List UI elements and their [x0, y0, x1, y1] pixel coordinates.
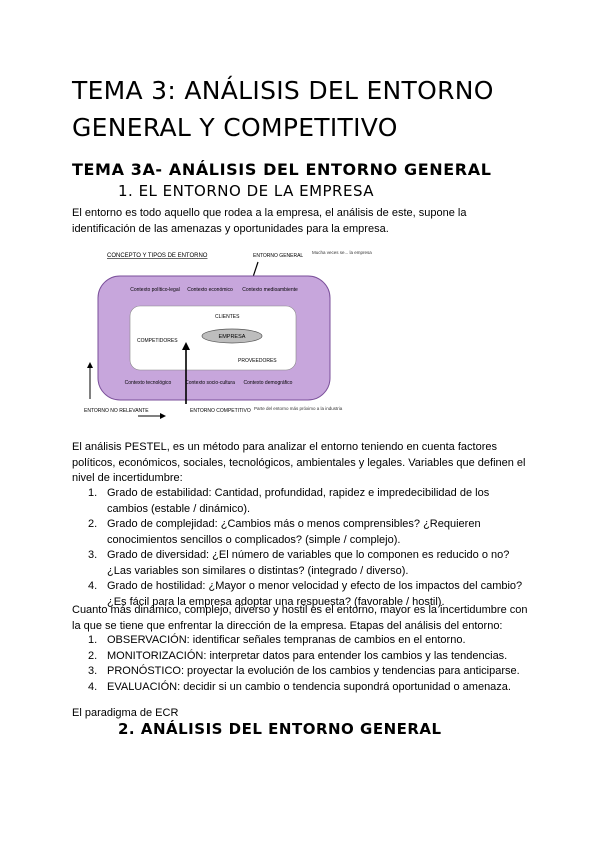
page-title: TEMA 3: ANÁLISIS DEL ENTORNO GENERAL Y COMPETITIVO: [72, 76, 494, 142]
outer-top-1: Contexto económico: [187, 287, 233, 293]
diagram-title: CONCEPTO Y TIPOS DE ENTORNO: [107, 253, 208, 259]
outer-bottom-0: Contexto tecnológico: [124, 380, 172, 386]
outer-bottom-2: Contexto demográfico: [243, 380, 293, 386]
diagram-entorno-general-label: ENTORNO GENERAL: [253, 253, 304, 259]
clientes-label: CLIENTES: [215, 314, 240, 320]
intro-paragraph: El entorno es todo aquello que rodea a la empresa, el análisis de este, supone la identificación de las amenazas y oportunidades para la empresa.: [72, 207, 467, 235]
subsection-heading: 1. EL ENTORNO DE LA EMPRESA: [118, 182, 375, 200]
outer-top-0: Contexto político-legal: [130, 287, 180, 293]
list-item: 4. EVALUACIÓN: decidir si un cambio o tendencia supondrá oportunidad o amenaza.: [88, 680, 511, 693]
diagram-top-note: Mucha veces se... la empresa: [312, 250, 372, 255]
environment-diagram: [80, 244, 372, 436]
paradigm-line: El paradigma de ECR: [72, 707, 179, 719]
outer-bottom-1: Contexto socio-cultura: [185, 380, 235, 386]
list-item: 1. Grado de estabilidad: Cantidad, profundidad, rapidez e impredecibilidad de los cambios (estable / dinámico).: [88, 487, 490, 515]
analysis-stages-list: [72, 633, 532, 695]
dynamics-paragraph: Cuanto más dinámico, complejo, diverso y hostil es el entorno, mayor es la incertidumbre con la que se tiene que enfrentar la dirección de la empresa. Etapas del análisis del entorno:: [72, 604, 528, 632]
uncertainty-variables-list: [72, 486, 532, 610]
subsection-heading-2: 2. ANÁLISIS DEL ENTORNO GENERAL: [118, 720, 442, 738]
list-item: 4. Grado de hostilidad: ¿Mayor o menor velocidad y efecto de los impactos del cambio? ¿Es fácil para la empresa adoptar una respuesta? (favorable / hostil).: [88, 580, 523, 608]
outer-top-2: Contexto medioambiente: [242, 287, 298, 293]
proveedores-label: PROVEEDORES: [238, 358, 277, 364]
competidores-label: COMPETIDORES: [137, 338, 178, 344]
empresa-label: EMPRESA: [218, 334, 246, 340]
entorno-competitivo-label: ENTORNO COMPETITIVO: [190, 408, 251, 414]
entorno-no-relevante-label: ENTORNO NO RELEVANTE: [84, 408, 149, 414]
list-item: 1. OBSERVACIÓN: identificar señales tempranas de cambios en el entorno.: [88, 634, 466, 646]
list-item: 2. MONITORIZACIÓN: interpretar datos para entender los cambios y las tendencias.: [88, 649, 508, 662]
list-item: 3. Grado de diversidad: ¿El número de variables que lo componen es reducido o no? ¿Las variables son similares o distintas? (integrado / diverso).: [88, 549, 510, 577]
diagram-bottom-note: Parte del entorno más próximo a la industria: [254, 406, 343, 411]
list-item: 3. PRONÓSTICO: proyectar la evolución de los cambios y tendencias para anticiparse.: [88, 665, 520, 677]
pestel-paragraph: El análisis PESTEL, es un método para analizar el entorno teniendo en cuenta factores políticos, económicos, sociales, tecnológicos, ambientales y legales. Variables que definen el nivel de incertidumbre:: [72, 441, 526, 484]
section-heading: TEMA 3A- ANÁLISIS DEL ENTORNO GENERAL: [72, 160, 492, 179]
list-item: 2. Grado de complejidad: ¿Cambios más o menos comprensibles? ¿Requieren conocimientos sencillos o complicados? (simple / complejo).: [88, 518, 481, 546]
